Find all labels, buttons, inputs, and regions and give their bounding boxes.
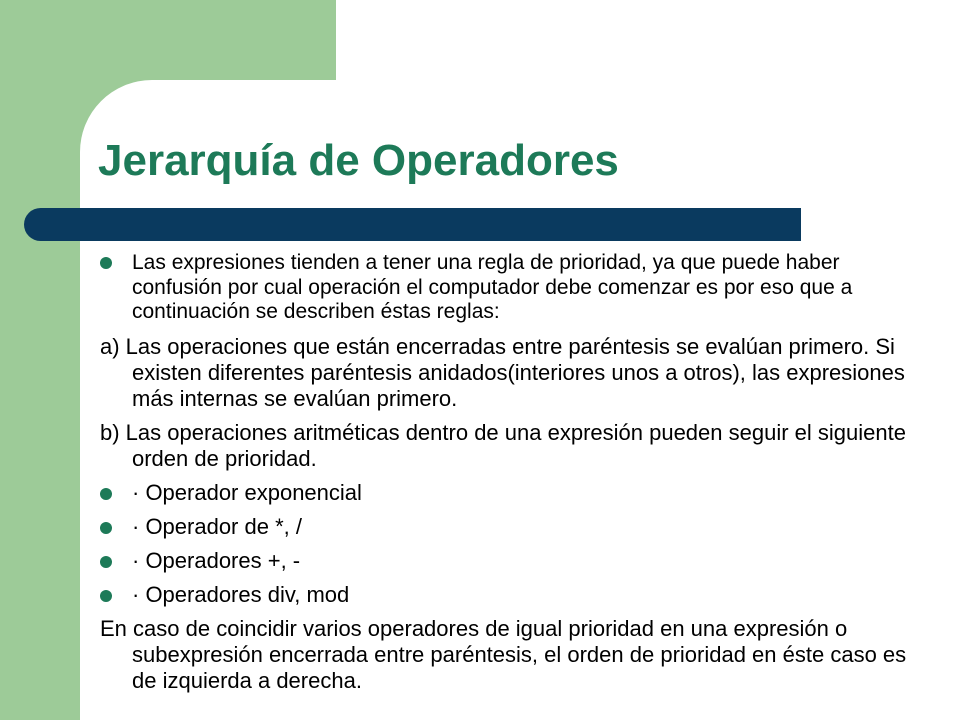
operator-bullet	[100, 480, 930, 506]
bullet-dot-icon	[100, 556, 112, 568]
bullet-dot-icon	[100, 522, 112, 534]
intro-text: Las expresiones tienden a tener una regla de prioridad, ya que puede haber confusión por cual operación el computador debe comenzar es por eso que a continuación se describen éstas reglas:	[132, 251, 853, 323]
bullet-dot-icon	[100, 488, 112, 500]
intro-bullet	[100, 251, 930, 325]
operator-label: · Operador de *, /	[132, 513, 302, 539]
operator-label: · Operadores +, -	[132, 547, 301, 573]
bullet-dot-icon	[100, 590, 112, 602]
operator-label: · Operadores div, mod	[132, 581, 350, 607]
closing-paragraph: En caso de coincidir varios operadores de igual prioridad en una expresión o subexpresión encerrada entre paréntesis, el orden de prioridad en éste caso es de izquierda a derecha.	[100, 615, 907, 693]
operator-bullet	[100, 548, 930, 574]
bullet-dot-icon	[100, 257, 112, 269]
operator-bullet	[100, 582, 930, 608]
rule-a-paragraph: a) Las operaciones que están encerradas entre paréntesis se evalúan primero. Si existen diferentes paréntesis anidados(interiores unos a otros), las expresiones más internas se evalúan primero.	[100, 333, 905, 411]
operator-label: · Operador exponencial	[132, 479, 362, 505]
operator-bullet	[100, 514, 930, 540]
title-accent-bar	[24, 208, 801, 241]
slide-title: Jerarquía de Operadores	[98, 136, 619, 185]
rule-b-paragraph: b) Las operaciones aritméticas dentro de una expresión pueden seguir el siguiente orden de prioridad.	[100, 419, 906, 471]
slide-body	[100, 251, 930, 702]
